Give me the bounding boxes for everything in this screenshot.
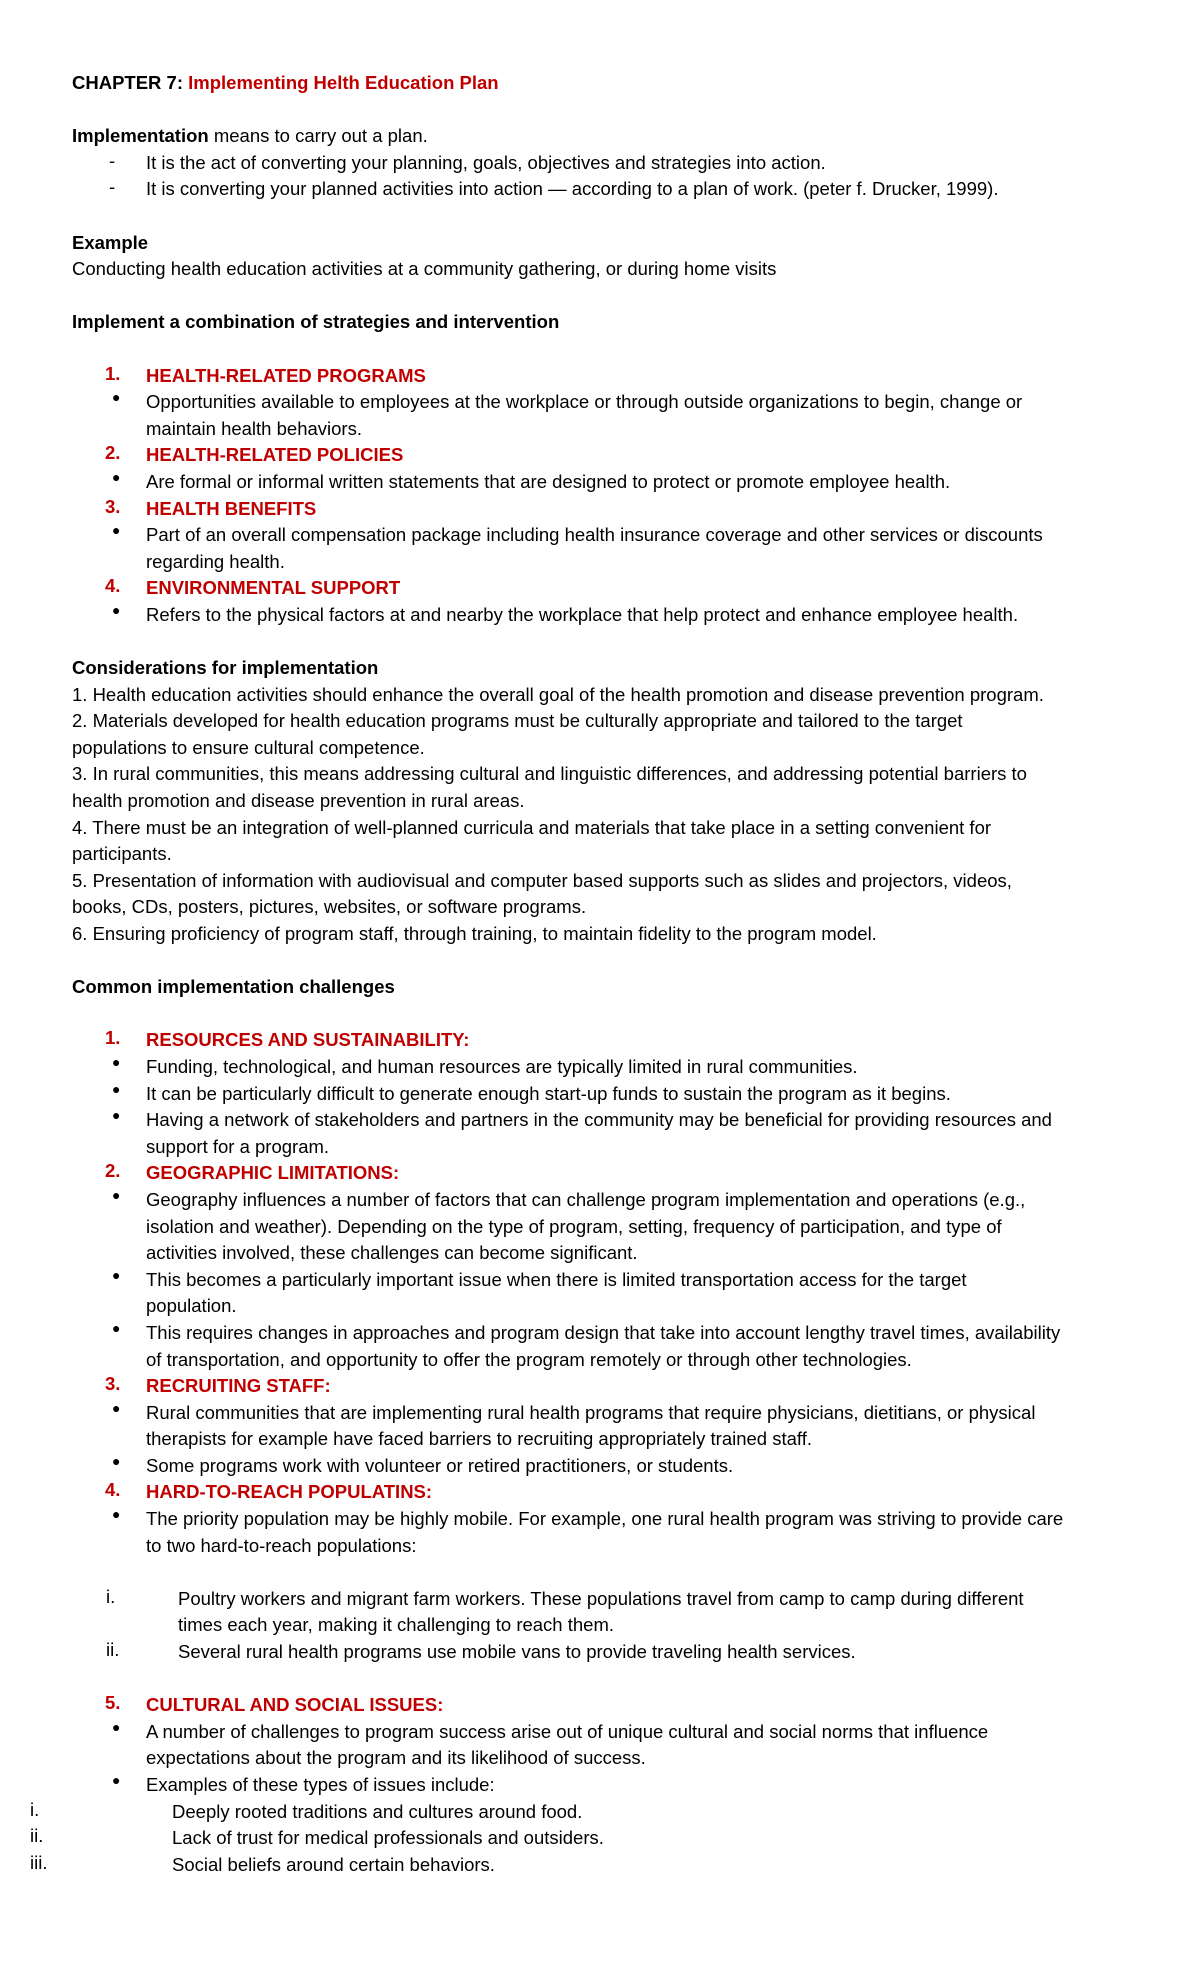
consideration-line: 6. Ensuring proficiency of program staff, through training, to maintain fidelity to the program model. [72,923,877,944]
roman-item [72,1639,1128,1666]
implementation-definition [72,123,1128,150]
item-title: ENVIRONMENTAL SUPPORT [146,577,401,599]
list-item-line: Deeply rooted traditions and cultures around food. [172,1800,583,1822]
bullet-item [72,469,1128,496]
hard-to-reach-populations-list [72,1586,1128,1666]
item-number: 2. [105,1160,121,1182]
list-item-line: Having a network of stakeholders and partners in the community may be beneficial for providing resources and [146,1109,1052,1131]
bullet-item [72,1453,1128,1480]
numbered-heading [72,496,1128,523]
bullet-icon: ● [112,1506,121,1523]
bullet-item [72,1267,1128,1320]
bullet-icon: ● [112,1718,121,1735]
item-number: 4. [105,575,121,597]
item-number: 5. [105,1692,121,1714]
bullet-item [72,389,1128,442]
implementation-definition-text: means to carry out a plan. [208,125,428,147]
bullet-icon: ● [112,1319,121,1336]
bullet-icon: ● [112,1107,121,1124]
bullet-icon: ● [112,1080,121,1097]
list-item-line: This becomes a particularly important issue when there is limited transportation access for the target [146,1268,967,1290]
list-item-line: population. [146,1295,237,1317]
challenges-list [72,1027,1128,1559]
list-item-line: It can be particularly difficult to generate enough start-up funds to sustain the program as it begins. [146,1082,951,1104]
bullet-icon: ● [112,522,121,539]
considerations-list [72,682,1128,948]
list-item-line: to two hard-to-reach populations: [146,1534,417,1556]
bullet-item [72,1506,1128,1559]
consideration-line: 1. Health education activities should enhance the overall goal of the health promotion and disease prevention program. [72,683,1044,705]
list-item-line: regarding health. [146,550,285,572]
bullet-icon: ● [112,1053,121,1070]
dash-marker: - [109,176,116,198]
roman-numeral: ii. [30,1825,44,1847]
list-item-line: activities involved, these challenges can become significant. [146,1242,638,1264]
dash-item [72,150,1128,177]
implementation-term: Implementation [72,125,209,147]
item-number: 4. [105,1479,121,1501]
numbered-heading [72,1692,1128,1719]
list-item-line: support for a program. [146,1135,330,1157]
list-item-line: of transportation, and opportunity to offer the program remotely or through other technologies. [146,1348,912,1370]
bullet-item [72,1320,1128,1373]
roman-numeral: i. [30,1798,40,1820]
bullet-item [72,1772,1128,1799]
example-item [30,1798,1128,1826]
list-item-line: times each year, making it challenging to reach them. [178,1614,615,1636]
consideration-line: books, CDs, posters, pictures, websites, or software programs. [72,896,587,918]
numbered-heading [72,1373,1128,1400]
bullet-icon: ● [112,1266,121,1283]
item-title: HEALTH-RELATED POLICIES [146,444,404,466]
item-number: 3. [105,495,121,517]
list-item-line: Lack of trust for medical professionals and outsiders. [172,1827,604,1849]
list-item-line: Some programs work with volunteer or retired practitioners, or students. [146,1454,734,1476]
chapter-name: Implementing Helth Education Plan [188,72,499,93]
list-item-line: isolation and weather). Depending on the type of program, setting, frequency of participation, and type of [146,1215,1002,1237]
list-item-line: A number of challenges to program success arise out of unique cultural and social norms that influence [146,1720,989,1742]
bullet-icon: ● [112,389,121,406]
list-item-line: Part of an overall compensation package including health insurance coverage and other services or discounts [146,524,1043,546]
bullet-icon: ● [112,1399,121,1416]
list-item-line: Social beliefs around certain behaviors. [172,1853,495,1875]
bullet-item [72,522,1128,575]
numbered-heading [72,1160,1128,1187]
dash-item [72,176,1128,203]
consideration-line: 4. There must be an integration of well-planned curricula and materials that take place in a setting convenient for [72,816,992,838]
cultural-section [30,1692,1128,1878]
example-item [30,1825,1128,1852]
item-title: CULTURAL AND SOCIAL ISSUES: [146,1694,444,1716]
item-title: RESOURCES AND SUSTAINABILITY: [146,1029,470,1051]
consideration-line: 5. Presentation of information with audiovisual and computer based supports such as slides and projectors, videos, [72,869,1012,891]
bullet-icon: ● [112,1186,121,1203]
numbered-heading [72,363,1128,390]
example-item [30,1851,1128,1879]
numbered-heading [72,575,1128,602]
list-item-line: Examples of these types of issues include: [146,1774,495,1795]
list-item-line: therapists for example have faced barriers to recruiting appropriately trained staff. [146,1428,812,1450]
bullet-item [72,1081,1128,1108]
item-title: RECRUITING STAFF: [146,1375,331,1397]
list-item-line: Refers to the physical factors at and nearby the workplace that help protect and enhance employee health. [146,603,1019,625]
strategies-heading: Implement a combination of strategies and intervention [72,311,560,333]
consideration-line: participants. [72,843,172,865]
list-item-line: Poultry workers and migrant farm workers. These populations travel from camp to camp during different [178,1587,1024,1609]
list-item-line: This requires changes in approaches and program design that take into account lengthy travel times, availability [146,1321,1061,1343]
item-title: HARD-TO-REACH POPULATINS: [146,1481,433,1503]
roman-item [72,1586,1128,1639]
item-number: 1. [105,362,121,384]
bullet-item [72,1054,1128,1081]
considerations-heading: Considerations for implementation [72,657,379,679]
example-heading: Example [72,231,149,253]
numbered-heading [72,442,1128,469]
strategies-list [72,363,1128,629]
bullet-item [72,602,1128,629]
bullet-icon: ● [112,468,121,485]
list-item-line: Are formal or informal written statements that are designed to protect or promote employee health. [146,470,951,492]
example-text: Conducting health education activities at a community gathering, or during home visits [72,258,777,280]
challenges-heading: Common implementation challenges [72,976,395,998]
dash-marker: - [109,149,116,171]
bullet-item [72,1719,1128,1772]
item-number: 3. [105,1373,121,1395]
list-item-line: Several rural health programs use mobile vans to provide traveling health services. [178,1641,856,1663]
bullet-icon: ● [112,1452,121,1469]
numbered-heading [72,1027,1128,1054]
item-title: GEOGRAPHIC LIMITATIONS: [146,1162,400,1184]
bullet-item [72,1400,1128,1453]
list-item-line: Opportunities available to employees at the workplace or through outside organizations to begin, change or [146,391,1023,413]
list-item-line: The priority population may be highly mobile. For example, one rural health program was striving to provide care [146,1508,1064,1530]
bullet-item [72,1107,1128,1160]
list-item-line: It is converting your planned activities into action — according to a plan of work. (peter f. Drucker, 1999). [146,178,999,200]
bullet-item [72,1187,1128,1267]
list-item-line: It is the act of converting your planning, goals, objectives and strategies into action. [146,151,826,173]
chapter-prefix: CHAPTER 7: [72,72,189,93]
item-title: HEALTH-RELATED PROGRAMS [146,364,426,386]
consideration-line: 2. Materials developed for health education programs must be culturally appropriate and tailored to the target [72,710,963,732]
implementation-dash-list [72,150,1128,203]
list-item-line: Rural communities that are implementing rural health programs that require physicians, dietitians, or physical [146,1401,1036,1423]
roman-numeral: i. [106,1585,116,1607]
consideration-line: populations to ensure cultural competence. [72,736,425,758]
consideration-line: 3. In rural communities, this means addressing cultural and linguistic differences, and addressing potential barriers to [72,763,1027,785]
item-title: HEALTH BENEFITS [146,497,317,519]
list-item-line: Geography influences a number of factors that can challenge program implementation and operations (e.g., [146,1188,1026,1210]
list-item-line: Funding, technological, and human resources are typically limited in rural communities. [146,1055,858,1077]
numbered-heading [72,1479,1128,1506]
bullet-icon: ● [112,1772,121,1788]
item-number: 1. [105,1027,121,1049]
list-item-line: maintain health behaviors. [146,417,362,439]
consideration-line: health promotion and disease prevention in rural areas. [72,790,525,812]
roman-numeral: ii. [106,1639,120,1661]
chapter-title [72,70,1128,97]
bullet-icon: ● [112,601,121,618]
list-item-line: expectations about the program and its likelihood of success. [146,1747,646,1769]
roman-numeral: iii. [30,1851,48,1873]
item-number: 2. [105,442,121,464]
